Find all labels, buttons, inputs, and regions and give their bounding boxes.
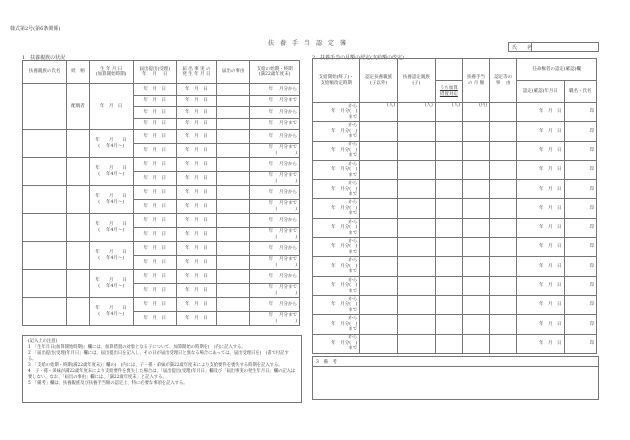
value-field[interactable] <box>360 199 398 218</box>
value-field[interactable] <box>360 218 398 237</box>
value-field[interactable] <box>360 276 398 295</box>
reason-field <box>217 107 250 119</box>
value-field[interactable] <box>490 103 517 122</box>
value-field[interactable] <box>462 199 489 218</box>
relation <box>67 158 89 186</box>
period: 年 月分から <box>250 214 300 228</box>
name-field <box>23 270 67 298</box>
reason-field <box>217 144 250 158</box>
confirm-date: 年 月 日 <box>517 295 564 314</box>
column-header: 届 出 事 実 の 発 生 年 月 日 <box>176 61 216 84</box>
value-field[interactable]: (人) <box>398 103 436 122</box>
name-field <box>23 158 67 186</box>
name-field <box>23 214 67 242</box>
column-header: 届出提出(受理) 年 月 日 <box>133 61 176 84</box>
remarks-title: 3 備 考 <box>313 357 598 367</box>
column-header: 扶養認定親族 (子) <box>398 59 436 103</box>
reason-field <box>217 130 250 144</box>
value-field[interactable] <box>462 218 489 237</box>
note-item: 4 子・孫・弟妹が満22歳年度末により支給要件を喪失した場合は、「届出提出(受理)年月日」欄及び「届出事実の発生年月日」欄の記入は要しない。なお、「届出の事由」欄には、「満22歳年度末」と記入する。 <box>28 369 296 380</box>
value-field[interactable] <box>462 315 489 334</box>
event-date: 年 月 日 <box>176 298 216 312</box>
value-field[interactable] <box>435 180 462 199</box>
period: 年 月分まで ( ) <box>250 256 300 270</box>
value-field[interactable] <box>435 295 462 314</box>
event-date: 年 月 日 <box>176 200 216 214</box>
column-header: 支給の始期・終期 (満22歳年度末) <box>250 61 300 84</box>
value-field[interactable] <box>462 180 489 199</box>
filed-date: 年 月 日 <box>133 158 176 172</box>
event-date: 年 月 日 <box>176 107 216 119</box>
value-field[interactable] <box>360 160 398 179</box>
reason-field <box>217 228 250 242</box>
value-field[interactable] <box>398 276 436 295</box>
period: 年 月分まで ( ) <box>250 172 300 186</box>
confirm-date: 年 月 日 <box>517 180 564 199</box>
note-item: 1 「生年月日(加算開始時期)」欄には、加算措置の対象となる子について、加算開始の時期を( )内に記入する。 <box>28 345 246 350</box>
birth-date: 年 月 日 ( 年4月～) <box>89 270 133 298</box>
section2-title: 2 扶養手当の月額の認定(支給額の改定) <box>312 55 405 61</box>
notes-title: (記入上の注意) <box>28 339 58 344</box>
value-field[interactable] <box>360 257 398 276</box>
period-cell: から 年 月分( ) まで <box>313 238 360 257</box>
event-date: 年 月 日 <box>176 242 216 256</box>
confirm-date: 年 月 日 <box>517 199 564 218</box>
value-field[interactable] <box>398 141 436 160</box>
event-date: 年 月 日 <box>176 270 216 284</box>
period: 年 月分から <box>250 270 300 284</box>
value-field[interactable] <box>462 276 489 295</box>
value-field[interactable] <box>490 122 517 141</box>
birth-date: 年 月 日 ( 年4月～) <box>89 242 133 270</box>
name-box <box>508 42 599 52</box>
value-field[interactable] <box>360 334 398 353</box>
value-field[interactable] <box>435 199 462 218</box>
name-field <box>23 242 67 270</box>
birth-date: 年 月 日 ( 年4月～) <box>89 158 133 186</box>
confirm-date: 年 月 日 <box>517 334 564 353</box>
seal-mark: 印 <box>564 295 597 314</box>
value-field[interactable] <box>490 141 517 160</box>
name-field <box>23 186 67 214</box>
seal-mark: 印 <box>564 141 597 160</box>
name-label: 氏 名 <box>512 45 533 51</box>
value-field[interactable] <box>435 334 462 353</box>
value-field[interactable] <box>490 218 517 237</box>
event-date: 年 月 日 <box>176 284 216 298</box>
column-header: 支給開始(終了)・ 支給額改定時期 <box>313 59 360 103</box>
period: 年 月分まで ( ) <box>250 312 300 326</box>
seal-mark: 印 <box>564 334 597 353</box>
relation <box>67 186 89 214</box>
period: 年 月分から <box>250 242 300 256</box>
relation <box>67 270 89 298</box>
note-item: 2 「届出提出(受理)年月日」欄には、届出提出日を記入し、その日が届出受理日と異なる場合にあっては、届出受理日を( )書で付記する。 <box>28 351 289 362</box>
period: 年 月分から <box>250 130 300 144</box>
event-date: 年 月 日 <box>176 312 216 326</box>
value-field[interactable] <box>490 160 517 179</box>
column-header: 認定扶養親族 (子以外) <box>360 59 398 103</box>
birth-date: 年 月 日 ( 年4月～) <box>89 214 133 242</box>
name-field <box>23 298 67 326</box>
confirm-date: 年 月 日 <box>517 218 564 237</box>
reason-field <box>217 256 250 270</box>
period: 年 月分から <box>250 298 300 312</box>
value-field[interactable] <box>435 315 462 334</box>
birth-date: 年 月 日 ( 年4月～) <box>89 298 133 326</box>
value-field[interactable] <box>490 334 517 353</box>
filed-date: 年 月 日 <box>133 256 176 270</box>
value-field[interactable] <box>462 257 489 276</box>
value-field[interactable] <box>490 276 517 295</box>
filed-date: 年 月 日 <box>133 214 176 228</box>
value-field[interactable] <box>360 180 398 199</box>
birth-date: 年 月 日 ( 年4月～) <box>89 186 133 214</box>
value-field[interactable] <box>360 141 398 160</box>
value-field[interactable] <box>435 160 462 179</box>
note-item: 3 「支給の始期・終期(満22歳年度末)」欄の( )内には、子・孫・弟妹が満22歳年度末により支給要件を喪失する時期を記入する。 <box>28 363 283 368</box>
reason-field <box>217 186 250 200</box>
event-date: 年 月 日 <box>176 214 216 228</box>
period: 年 月分まで ( ) <box>250 228 300 242</box>
name-field <box>23 84 67 130</box>
filed-date: 年 月 日 <box>133 107 176 119</box>
seal-mark: 印 <box>564 257 597 276</box>
column-header: 生 年 月 日 (加算開始時期) <box>89 61 133 84</box>
period-cell: から 年 月分( ) まで <box>313 160 360 179</box>
filed-date: 年 月 日 <box>133 84 176 96</box>
seal-mark: 印 <box>564 160 597 179</box>
value-field[interactable] <box>398 315 436 334</box>
reason-field <box>217 270 250 284</box>
value-field[interactable] <box>398 257 436 276</box>
event-date: 年 月 日 <box>176 172 216 186</box>
value-field[interactable] <box>360 238 398 257</box>
period-cell: から 年 月分( ) まで <box>313 315 360 334</box>
value-field[interactable] <box>435 218 462 237</box>
event-date: 年 月 日 <box>176 228 216 242</box>
seal-mark: 印 <box>564 315 597 334</box>
column-header: 続 柄 <box>67 61 89 84</box>
column-header: 認定等の 事 由 <box>490 59 517 103</box>
value-field[interactable] <box>398 160 436 179</box>
filed-date: 年 月 日 <box>133 172 176 186</box>
event-date: 年 月 日 <box>176 95 216 107</box>
period: 年 月分まで ( ) <box>250 144 300 158</box>
reason-field <box>217 95 250 107</box>
value-field[interactable] <box>435 238 462 257</box>
seal-mark: 印 <box>564 180 597 199</box>
value-field[interactable] <box>490 257 517 276</box>
seal-mark: 印 <box>564 276 597 295</box>
filed-date: 年 月 日 <box>133 284 176 298</box>
birth-date: 年 月 日 <box>89 84 133 130</box>
period: 年 月分から <box>250 186 300 200</box>
value-field[interactable] <box>462 160 489 179</box>
relation: 配偶者 <box>67 84 89 130</box>
reason-field <box>217 284 250 298</box>
remarks-box <box>312 356 599 400</box>
value-field[interactable]: (人) <box>360 103 398 122</box>
reason-field <box>217 312 250 326</box>
value-field[interactable] <box>398 295 436 314</box>
value-field[interactable] <box>490 238 517 257</box>
confirm-date: 年 月 日 <box>517 257 564 276</box>
relation <box>67 242 89 270</box>
confirm-date: 年 月 日 <box>517 103 564 122</box>
confirm-date: 年 月 日 <box>517 315 564 334</box>
allowance-table <box>312 58 597 354</box>
value-field[interactable] <box>490 199 517 218</box>
column-header: 職名・氏名 <box>564 81 597 103</box>
column-header: 届出の事由 <box>217 61 250 84</box>
name-field <box>23 130 67 158</box>
value-field[interactable] <box>398 334 436 353</box>
seal-mark: 印 <box>564 238 597 257</box>
confirm-date: 年 月 日 <box>517 238 564 257</box>
column-header: 認定(確認)年月日 <box>517 81 564 103</box>
seal-mark: 印 <box>564 122 597 141</box>
event-date: 年 月 日 <box>176 84 216 96</box>
reason-field <box>217 84 250 96</box>
period: 年 月分まで <box>250 118 300 130</box>
value-field[interactable] <box>462 238 489 257</box>
section1-title: 1 扶養親族の状況 <box>22 55 66 61</box>
period: 年 月分まで ( ) <box>250 200 300 214</box>
filed-date: 年 月 日 <box>133 144 176 158</box>
event-date: 年 月 日 <box>176 130 216 144</box>
event-date: 年 月 日 <box>176 186 216 200</box>
period: 年 月分から <box>250 107 300 119</box>
value-field[interactable] <box>398 122 436 141</box>
relation <box>67 130 89 158</box>
period-cell: から 年 月分( ) まで <box>313 334 360 353</box>
event-date: 年 月 日 <box>176 144 216 158</box>
value-field[interactable] <box>490 315 517 334</box>
filed-date: 年 月 日 <box>133 186 176 200</box>
value-field[interactable] <box>398 180 436 199</box>
column-header: 任命権者の認定(確認)欄 <box>517 59 597 81</box>
period-cell: から 年 月分( ) まで <box>313 295 360 314</box>
filed-date: 年 月 日 <box>133 200 176 214</box>
period-cell: から 年 月分( ) まで <box>313 180 360 199</box>
dependents-table <box>22 60 300 326</box>
value-field[interactable]: (円) <box>462 103 489 122</box>
remarks-field[interactable] <box>313 367 598 397</box>
reason-field <box>217 118 250 130</box>
value-field[interactable] <box>462 122 489 141</box>
event-date: 年 月 日 <box>176 158 216 172</box>
reason-field <box>217 242 250 256</box>
event-date: 年 月 日 <box>176 256 216 270</box>
value-field[interactable] <box>435 141 462 160</box>
seal-mark: 印 <box>564 103 597 122</box>
period-cell: から 年 月分( ) まで <box>313 257 360 276</box>
reason-field <box>217 158 250 172</box>
form-number: 様式第2号(第6条関係) <box>10 26 61 32</box>
value-field[interactable] <box>360 122 398 141</box>
relation <box>67 298 89 326</box>
value-field[interactable] <box>462 295 489 314</box>
confirm-date: 年 月 日 <box>517 122 564 141</box>
period-cell: から 年 月分( ) まで <box>313 141 360 160</box>
column-header: うち加算 措置対応 <box>435 81 462 103</box>
reason-field <box>217 200 250 214</box>
period-cell: から 年 月分( ) まで <box>313 218 360 237</box>
filed-date: 年 月 日 <box>133 298 176 312</box>
seal-mark: 印 <box>564 218 597 237</box>
value-field[interactable] <box>462 141 489 160</box>
confirm-date: 年 月 日 <box>517 160 564 179</box>
value-field[interactable] <box>462 334 489 353</box>
period: 年 月分まで ( ) <box>250 284 300 298</box>
filed-date: 年 月 日 <box>133 95 176 107</box>
value-field[interactable] <box>398 199 436 218</box>
filed-date: 年 月 日 <box>133 312 176 326</box>
reason-field <box>217 298 250 312</box>
value-field[interactable] <box>360 295 398 314</box>
filed-date: 年 月 日 <box>133 228 176 242</box>
value-field[interactable] <box>398 218 436 237</box>
note-item: 5 「備考」欄は、扶養親族及び扶養手当額の認定上、特に必要な事項を記入する。 <box>28 381 188 386</box>
value-field[interactable] <box>435 257 462 276</box>
value-field[interactable] <box>490 295 517 314</box>
event-date: 年 月 日 <box>176 118 216 130</box>
confirm-date: 年 月 日 <box>517 276 564 295</box>
value-field[interactable] <box>435 276 462 295</box>
filed-date: 年 月 日 <box>133 118 176 130</box>
period-cell: から 年 月分( ) まで <box>313 199 360 218</box>
period-cell: から 年 月分( ) まで <box>313 122 360 141</box>
column-header <box>435 59 462 81</box>
period-cell: から 年 月分( ) まで <box>313 103 360 122</box>
period: 年 月分から <box>250 158 300 172</box>
period: 年 月分から <box>250 84 300 96</box>
confirm-date: 年 月 日 <box>517 141 564 160</box>
period: 年 月分まで <box>250 95 300 107</box>
value-field[interactable] <box>398 238 436 257</box>
value-field[interactable] <box>360 315 398 334</box>
filed-date: 年 月 日 <box>133 270 176 284</box>
column-header: 扶養親族の氏名 <box>23 61 67 84</box>
period-cell: から 年 月分( ) まで <box>313 276 360 295</box>
value-field[interactable] <box>490 180 517 199</box>
reason-field <box>217 172 250 186</box>
filed-date: 年 月 日 <box>133 130 176 144</box>
reason-field <box>217 214 250 228</box>
relation <box>67 214 89 242</box>
filed-date: 年 月 日 <box>133 242 176 256</box>
value-field[interactable] <box>435 122 462 141</box>
column-header: 扶養手当 の 月 額 <box>462 59 489 103</box>
seal-mark: 印 <box>564 199 597 218</box>
page-title: 扶 養 手 当 認 定 簿 <box>268 40 347 47</box>
value-field[interactable]: (人) <box>435 103 462 122</box>
birth-date: 年 月 日 ( 年4月～) <box>89 130 133 158</box>
notes-box <box>22 335 302 403</box>
